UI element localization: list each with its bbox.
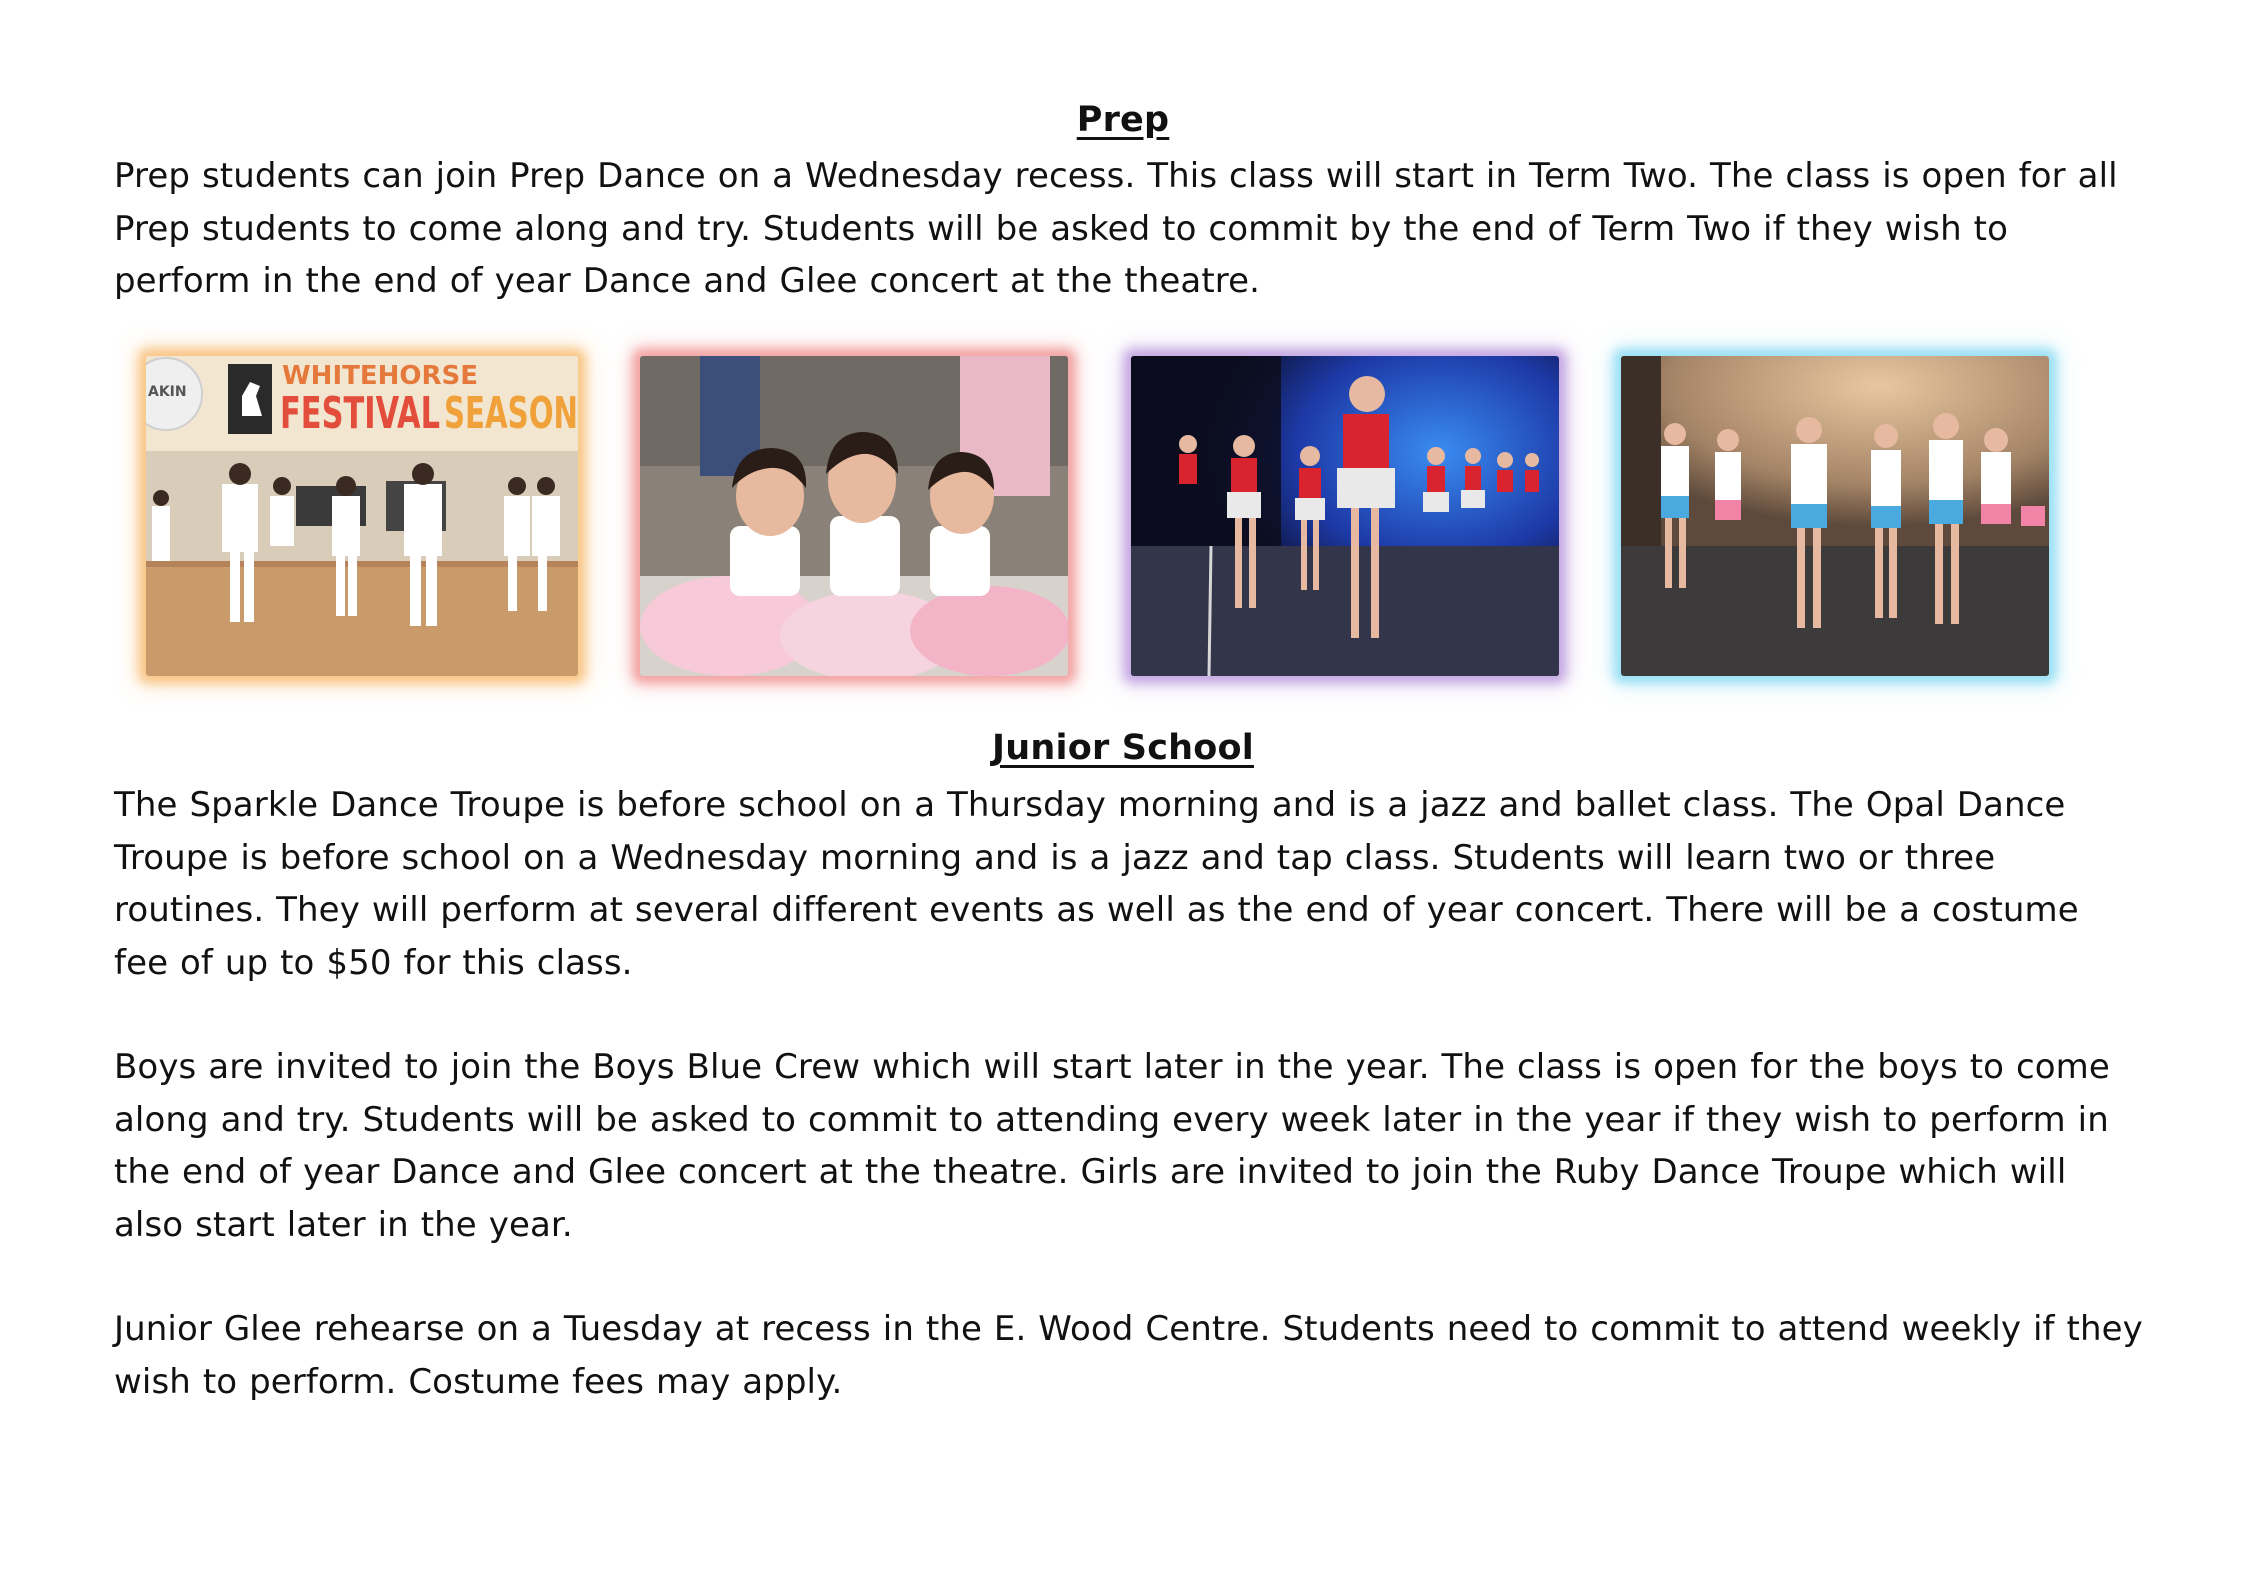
banner-text-akin: AKIN [148, 384, 187, 400]
red-dancers-image [1131, 356, 1559, 676]
prep-paragraph: Prep students can join Prep Dance on a Wednesday recess. This class will start in Term Two. The class is open for all Prep students to come along and try. Students will be asked to commit by the end of Term Two if they wish to perform in the end of year Dance and Glee concert at the theatre. [114, 156, 2118, 301]
junior-dance-troupes-paragraph: The Sparkle Dance Troupe is before school on a Thursday morning and is a jazz and ballet class. The Opal Dance Troupe is before school on a Wednesday morning and is a jazz and tap class. Students will learn two or three routines. They will perform at several different events as well as the end of year concert. There will be a costume fee of up to $50 for this class. [114, 785, 2079, 983]
shorts-dancers-image [1621, 356, 2049, 676]
prep-heading: Prep [1076, 100, 1170, 140]
banner-text-season: SEASON [444, 388, 578, 439]
red-dancers-photo [1131, 356, 1559, 676]
festival-stage-image [146, 356, 578, 676]
junior-school-heading: Junior School [992, 728, 1254, 768]
banner-text-whitehorse: WHITEHORSE [282, 361, 478, 391]
girls-smiling-image [640, 356, 1068, 676]
boys-blue-crew-paragraph: Boys are invited to join the Boys Blue Crew which will start later in the year. The class is open for the boys to come along and try. Students will be asked to commit to attending every week later in the year if they wish to perform in the end of year Dance and Glee concert at the theatre. Girls are invited to join the Ruby Dance Troupe which will also start later in the year. [114, 1047, 2110, 1245]
shorts-dancers-photo [1621, 356, 2049, 676]
festival-stage-photo [146, 356, 578, 676]
junior-glee-paragraph: Junior Glee rehearse on a Tuesday at recess in the E. Wood Centre. Students need to commit to attend weekly if they wish to perform. Costume fees may apply. [114, 1309, 2143, 1402]
girls-smiling-photo [640, 356, 1068, 676]
banner-text-festival: FESTIVAL [280, 388, 440, 439]
